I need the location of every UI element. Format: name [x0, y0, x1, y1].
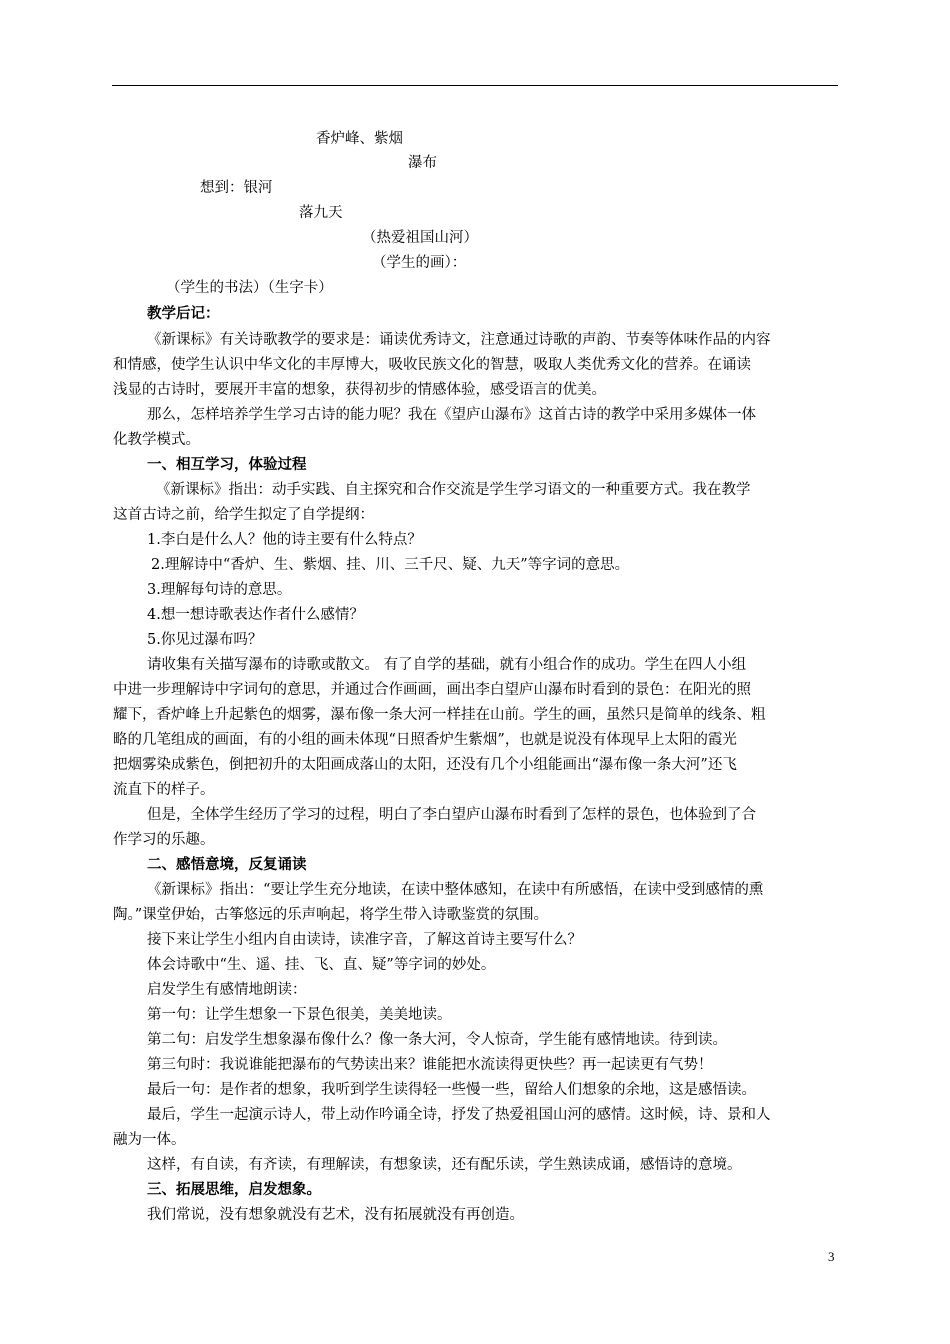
section-heading: 二、感悟意境，反复诵读 [147, 856, 307, 873]
paragraph-line: 第三句时：我说谁能把瀑布的气势读出来？谁能把水流读得更快些？再一起读更有气势！ [147, 1057, 713, 1073]
diagram-line: （热爱祖国山河） [362, 230, 478, 246]
paragraph-line: 这首古诗之前，给学生拟定了自学提纲： [113, 507, 374, 523]
paragraph-line: 陶。”课堂伊始，古筝悠远的乐声响起，将学生带入诗歌鉴赏的氛围。 [113, 907, 549, 923]
section-heading: 教学后记： [147, 305, 220, 322]
paragraph-line: 耀下，香炉峰上升起紫色的烟雾，瀑布像一条大河一样挂在山前。学生的画，虽然只是简单的线条、粗 [113, 707, 766, 723]
paragraph-line: 把烟雾染成紫色，倒把初升的太阳画成落山的太阳，还没有几个小组能画出“瀑布像一条大河”还飞 [113, 757, 737, 773]
paragraph-line: 中进一步理解诗中字词句的意思，并通过合作画画，画出李白望庐山瀑布时看到的景色：在阳光的照 [113, 682, 751, 698]
diagram-line: （学生的书法）（生字卡） [166, 280, 333, 296]
page-number: 3 [828, 1249, 835, 1264]
diagram-line: （学生的画）： [372, 255, 467, 271]
diagram-line: 想到：银河 [200, 180, 273, 196]
paragraph-line: 略的几笔组成的画面，有的小组的画未体现“日照香炉生紫烟”，也就是说没有体现早上太阳的霞光 [113, 732, 737, 748]
list-item: 5.你见过瀑布吗？ [147, 632, 263, 648]
paragraph-line: 第一句：让学生想象一下景色很美，美美地读。 [147, 1007, 452, 1023]
paragraph-line: 最后一句：是作者的想象，我听到学生读得轻一些慢一些，留给人们想象的余地，这是感悟读。 [147, 1082, 756, 1098]
paragraph-line: 我们常说，没有想象就没有艺术，没有拓展就没有再创造。 [147, 1207, 524, 1223]
paragraph-line: 融为一体。 [113, 1132, 186, 1148]
paragraph-line: 流直下的样子。 [113, 782, 215, 798]
section-heading: 一、相互学习，体验过程 [147, 456, 307, 473]
diagram-line: 香炉峰、紫烟 [316, 131, 403, 147]
paragraph-line: 启发学生有感情地朗读： [147, 982, 307, 998]
paragraph-line: 请收集有关描写瀑布的诗歌或散文。 有了自学的基础，就有小组合作的成功。学生在四人小组 [147, 657, 747, 673]
paragraph-line: 《新课标》指出：“要让学生充分地读，在读中整体感知，在读中有所感悟，在读中受到感情的熏 [147, 882, 764, 898]
paragraph-line: 化教学模式。 [113, 432, 200, 448]
diagram-line: 落九天 [299, 205, 343, 221]
paragraph-line: 最后，学生一起演示诗人，带上动作吟诵全诗，抒发了热爱祖国山河的感情。这时候，诗、景和人 [147, 1107, 771, 1123]
paragraph-line: 第二句：启发学生想象瀑布像什么？像一条大河，令人惊奇，学生能有感情地读。待到读。 [147, 1032, 727, 1048]
paragraph-line: 接下来让学生小组内自由读诗，读准字音，了解这首诗主要写什么？ [147, 932, 582, 948]
diagram-line: 瀑布 [408, 155, 437, 171]
list-item: 2.理解诗中“香炉、生、紫烟、挂、川、三千尺、疑、九天”等字词的意思。 [151, 557, 630, 573]
paragraph-line: 和情感，使学生认识中华文化的丰厚博大，吸收民族文化的智慧，吸取人类优秀文化的营养。在诵读 [113, 357, 751, 373]
paragraph-line: 这样，有自读，有齐读，有理解读，有想象读，还有配乐读，学生熟读成诵，感悟诗的意境。 [147, 1157, 742, 1173]
paragraph-line: 作学习的乐趣。 [113, 832, 215, 848]
paragraph-line: 但是，全体学生经历了学习的过程，明白了李白望庐山瀑布时看到了怎样的景色，也体验到了合 [147, 807, 756, 823]
header-rule [112, 85, 838, 86]
paragraph-line: 浅显的古诗时，要展开丰富的想象，获得初步的情感体验，感受语言的优美。 [113, 382, 606, 398]
list-item: 3.理解每句诗的意思。 [147, 582, 292, 598]
paragraph-line: 体会诗歌中“生、遥、挂、飞、直、疑”等字词的妙处。 [147, 957, 496, 973]
list-item: 4.想一想诗歌表达作者什么感情？ [147, 607, 364, 623]
paragraph-line: 那么，怎样培养学生学习古诗的能力呢？我在《望庐山瀑布》这首古诗的教学中采用多媒体一体 [147, 407, 756, 423]
paragraph-line: 《新课标》有关诗歌教学的要求是：诵读优秀诗文，注意通过诗歌的声韵、节奏等体味作品的内容 [147, 332, 771, 348]
list-item: 1.李白是什么人？他的诗主要有什么特点？ [147, 532, 422, 548]
section-heading: 三、拓展思维，启发想象。 [147, 1181, 321, 1198]
paragraph-line: 《新课标》指出：动手实践、自主探究和合作交流是学生学习语文的一种重要方式。我在教学 [156, 482, 751, 498]
